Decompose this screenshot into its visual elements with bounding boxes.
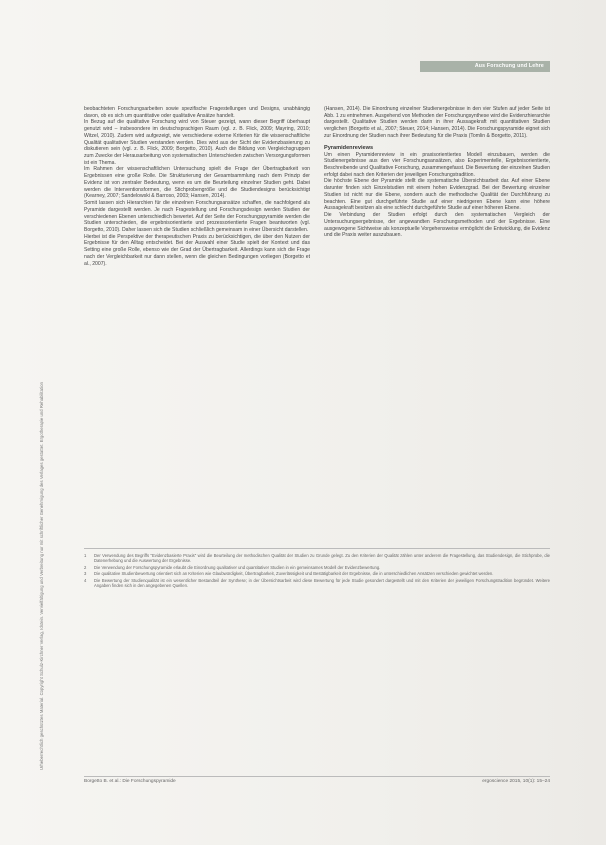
section-heading: Pyramidenreviews: [324, 144, 374, 151]
section-header-bar: [420, 61, 550, 72]
footnote-text: Die Bewertung der Studienqualität ist ein wesentlicher Bestandteil der Synthese; in der Übersichtsarbeit wird diese Bewertung für jede Studie gesondert dargestellt und mit den Kriterien der jeweiligen Forschungstradition begründet. Weitere Angaben finden sich in den angegebenen Quellen.: [94, 577, 550, 589]
footnote: [84, 553, 550, 564]
footnote-divider: [84, 548, 550, 549]
footnote-number: 4: [84, 577, 87, 583]
paragraph: beobachteten Forschungsarbeiten sowie spezifische Fragestellungen und Designs, unabhängig davon, ob es sich um quantitative oder qualitative Ansätze handelt.: [84, 106, 310, 119]
footnote: [84, 565, 550, 570]
footnote-text: Die Verwendung der Forschungspyramide erlaubt die Einordnung qualitativer und quantitativer Studien in ein gemeinsames Modell der Evidenzbewertung.: [94, 564, 381, 570]
footnote-text: Der Verwendung des Begriffs "Evidenzbasierte Praxis" wird die Beurteilung der methodischen Qualität der Studien zu Grunde gelegt. Zu den Kriterien der Qualität zählen unter anderem die Fragestellung, das Studiendesign, die Stichprobe, die Datenerhebung und die Auswertung der Ergebnisse.: [94, 553, 550, 564]
footer-divider: [84, 776, 550, 777]
right-text-column: [324, 106, 550, 544]
side-note-text: Urheberrechtlich geschütztes Material. Copyright Schulz-Kirchner Verlag, Idstein. Vervielfältigung und Verbreitung nur mit schriftlicher Genehmigung des Verlages gestattet. Ergotherapie und Rehabilitation: [39, 382, 44, 770]
paragraph: Um einen Pyramidenreview in ein praxisorientiertes Modell einzubauen, werden die Studienergebnisse aus den vier Forschungsansätzen, also Experimentelle, Ergebnisorientierte, Beschreibende und Qualitative Forschung, zusammengefasst. Die Bewertung der einzelnen Studien erfolgt dabei nach den Kriterien der jeweiligen Forschungstradition.: [324, 151, 550, 178]
footer-journal-citation: ergoscience 2015, 10(1): 15–24: [482, 779, 550, 784]
footnote: [84, 571, 550, 576]
paragraph: Die Verbindung der Studien erfolgt durch den systematischen Vergleich der Untersuchungsergebnisse, der angewandten Forschungsmethoden und der Ergebnisse. Eine ausgewogene Sichtweise als konzeptuelle Vorgehensweise ermöglicht die Entwicklung, die Evidenz und die Praxis weiter auszubauen.: [324, 212, 550, 239]
footnote-number: 1: [84, 553, 87, 558]
footnotes: [84, 553, 550, 677]
paragraph: Hierbei ist die Perspektive der therapeutischen Praxis zu berücksichtigen, die über den Nutzen der Ergebnisse für den Alltag entscheidet. Bei der Auswahl einer Studie spielt der Kontext und das Setting eine große Rolle, ebenso wie der Grad der Übertragbarkeit. Allerdings kann sich die Frage nach der Vergleichbarkeit nur dann stellen, wenn die gleichen Bedingungen vorliegen (Borgetto et al., 2007).: [84, 233, 310, 267]
section-header-label: Aus Forschung und Lehre: [474, 63, 544, 69]
paragraph: Die höchste Ebene der Pyramide stellt die systematische Übersichtsarbeit dar. Auf einer Ebene darunter finden sich Einzelstudien mit einem hohen Evidenzgrad. Bei der Bewertung einzelner Studien ist nicht nur die Ebene, sondern auch die methodische Qualität der Durchführung zu beachten. Eine gut durchgeführte Studie auf einer niedrigeren Ebene kann eine höhere Aussagekraft besitzen als eine schlecht durchgeführte Studie auf einer höheren Ebene.: [324, 178, 550, 212]
copyright-side-note: [30, 70, 42, 770]
paragraph: (Hansen, 2014). Die Einordnung einzelner Studienergebnisse in den vier Stufen auf jeder Seite ist Abb. 1 zu entnehmen. Ausgehend von Methoden der Forschungsynthese wird die Evidenzhierarchie dargestellt. Qualitative Studien werden darin in ihrer Aussagekraft mit quantitativen Studien verglichen (Borgetto et al., 2007; Steuer, 2014; Hansen, 2014). Die Forschungspyramide eignet sich zur Einordnung der Studien nach ihrer Bedeutung für die Praxis (Tomlin & Borgetto, 2011).: [324, 106, 550, 139]
left-text-column: [84, 106, 310, 544]
footer-author: Borgetto B. et al.: Die Forschungspyramide: [84, 779, 176, 784]
paragraph: Im Rahmen der wissenschaftlichen Untersuchung spielt die Frage der Übertragbarkeit von Ergebnissen eine große Rolle. Die Strukturierung der Gesamtsammlung nach dem Prinzip der Evidenz ist von zentraler Bedeutung, wenn es um die Beurteilung einzelner Studien geht. Dabei werden die Interventionsformen, die Stichprobengröße und die Studiendesigns berücksichtigt (Kearney, 2007; Sandelowski & Barroso, 2003; Hansen, 2014).: [84, 166, 310, 200]
footnote-text: Die qualitative Studienbewertung orientiert sich an Kriterien wie Glaubwürdigkeit, Übertragbarkeit, Zuverlässigkeit und Bestätigbarkeit der Ergebnisse, die in unterschiedlichen Ansätzen verschieden gewichtet werden.: [94, 571, 494, 577]
footnote: [84, 578, 550, 589]
footnote-number: 2: [84, 564, 87, 570]
paragraph: In Bezug auf die qualitative Forschung wird von Steuer gezeigt, wann dieser Begriff überhaupt genutzt wird – insbesondere im deutschsprachigen Raum (vgl. z. B. Flick, 2009; Mayring, 2010; Witzel, 2010). Zudem wird aufgezeigt, wie verschiedene externe Kriterien für die wissenschaftliche Qualität qualitativer Studien verstanden werden. Dies wird aus der Sicht der Evidenzbasierung zu diskutieren sein (vgl. z. B. Flick, 2009; Borgetto, 2010). Auch die Bildung von Vergleichsgruppen zum Zwecke der Herausarbeitung von systematischen Unterschieden zwischen Versorgungsformen ist ein Thema.: [84, 119, 310, 166]
paragraph: Somit lassen sich Hierarchien für die einzelnen Forschungsansätze schaffen, die nachfolgend als Pyramide dargestellt werden. Je nach Fragestellung und Forschungsdesign werden Studien der verschiedenen Ebenen unterschiedlich bewertet. Auf der Seite der Forschungspyramide werden die Studien unterschieden, die ergebnisorientierte und prozessorientierte Fragen beantworten (vgl. Borgetto, 2010). Daher lassen sich die Studien schließlich gemeinsam in einer Übersicht darstellen.: [84, 200, 310, 233]
footnote-number: 3: [84, 571, 87, 577]
